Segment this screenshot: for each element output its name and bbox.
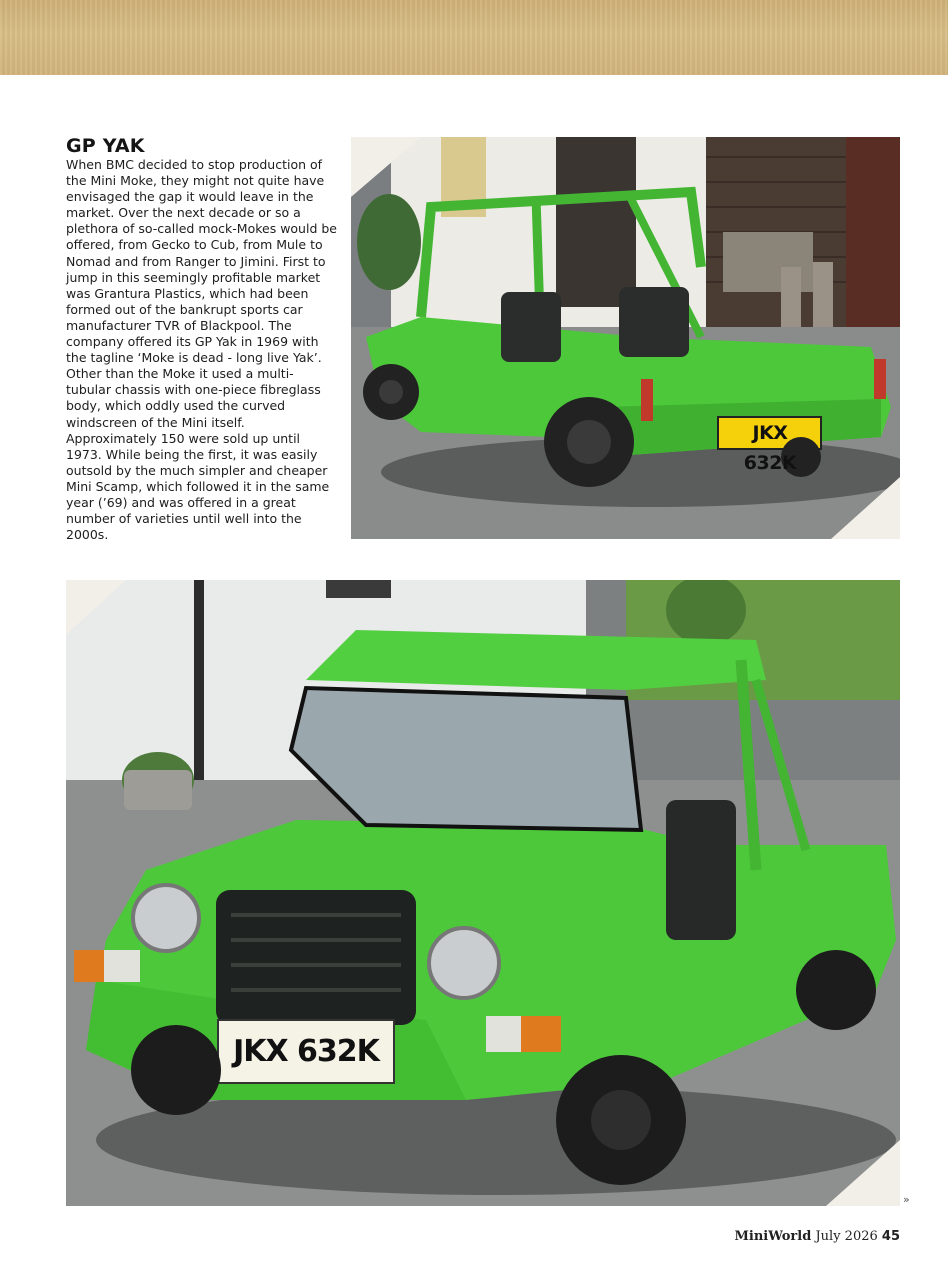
rear-plate-text: JKX 632K — [743, 422, 797, 474]
front-view-illustration — [66, 580, 900, 1206]
magazine-name: MiniWorld — [734, 1229, 812, 1244]
photo-front-view — [66, 580, 900, 1206]
page-footer — [735, 1229, 901, 1244]
issue-date: July 2026 — [815, 1229, 878, 1244]
article-body: When BMC decided to stop production of the Mini Moke, they might not quite have envisaged the gap it would leave in the market. Over the next decade or so a plethora of so-called mock-Mokes would be offered, from Gecko to Cub, from Mule to Nomad and from Ranger to Jimini. First to jump in this seemingly profitable market was Grantura Plastics, which had been formed out of the bankrupt sports car manufacturer TVR of Blackpool. The company offered its GP Yak in 1969 with the tagline ‘Moke is dead - long live Yak’. Other than the Moke it used a multi-tubular chassis with one-piece fibreglass body, which oddly used the curved windscreen of the Mini itself. Approximately 150 were sold up until 1973. While being the first, it was easily outsold by the much simpler and cheaper Mini Scamp, which followed it in the same year (’69) and was offered in a great number of varieties until well into the 2000s. — [66, 157, 337, 543]
photo-rear-view — [351, 137, 900, 539]
header-band — [0, 0, 948, 75]
article-title: GP YAK — [66, 135, 145, 157]
page-number: 45 — [881, 1229, 900, 1244]
continue-mark: » — [903, 1193, 910, 1206]
front-plate-text: JKX 632K — [233, 1034, 379, 1069]
rear-view-illustration — [351, 137, 900, 539]
